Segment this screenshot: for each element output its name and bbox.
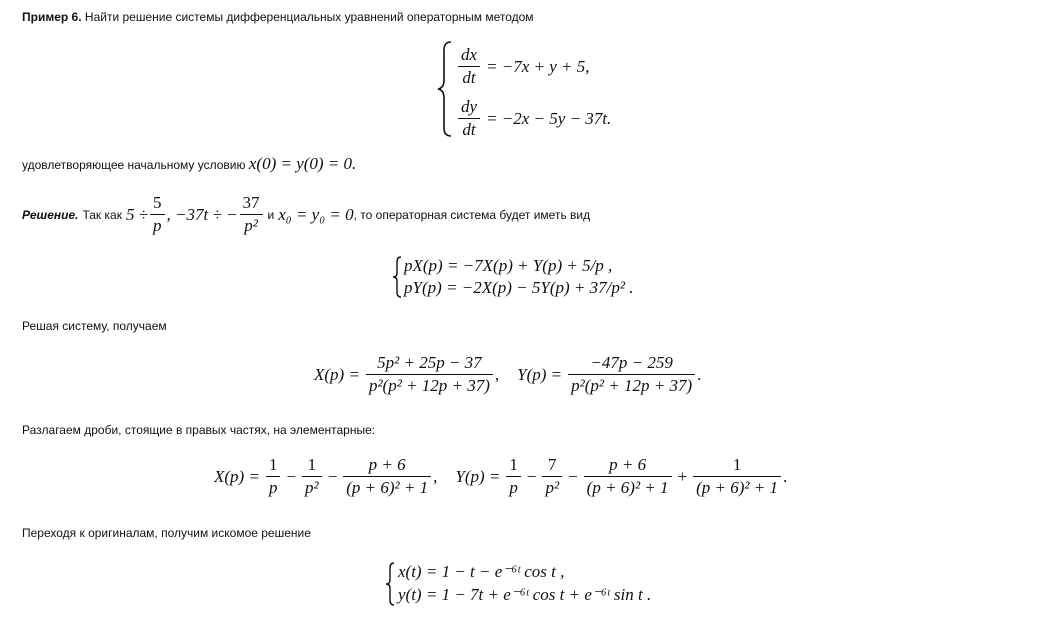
fraction-numerator: 5: [150, 192, 165, 215]
fraction-denominator: p²: [305, 478, 319, 497]
example-statement: [22, 9, 534, 25]
fraction-numerator: 1: [302, 454, 322, 477]
fraction-denominator: (p + 6)² + 1: [586, 478, 669, 497]
fraction-numerator: dy: [458, 96, 480, 119]
operator-line-2: pY(p) = −2X(p) − 5Y(p) + 37/p² .: [404, 278, 634, 297]
end-period: .: [697, 364, 702, 384]
fraction-numerator: 1: [693, 454, 781, 477]
solution-label: Решение.: [22, 207, 79, 222]
five-over-p-fraction: [150, 192, 165, 237]
solution-text-1: Так как: [82, 207, 122, 222]
solution-math-3: x₀ = y₀ = 0: [278, 204, 354, 224]
minus-sign: −: [526, 466, 537, 486]
originals-text: Переходя к оригиналам, получим искомое решение: [22, 526, 311, 540]
fraction-numerator: 5p² + 25p − 37: [366, 352, 493, 375]
decompose-text: Разлагаем дроби, стоящие в правых частях, на элементарные:: [22, 423, 376, 437]
example-text: Найти решение системы дифференциальных уравнений операторным методом: [84, 10, 534, 24]
plus-sign: +: [677, 466, 688, 486]
x-term-3: [343, 454, 431, 499]
dx-dt-fraction: [458, 44, 480, 89]
minus-sign: −: [327, 466, 338, 486]
fraction-denominator: p: [153, 216, 162, 235]
separator: ,: [494, 364, 500, 384]
eq2-rhs: = −2x − 5y − 37t.: [486, 108, 612, 128]
fraction-numerator: 37: [240, 192, 263, 215]
y-term-4: [693, 454, 781, 499]
y-lhs: Y(p) =: [517, 364, 563, 384]
solution-math-1: 5 ÷: [125, 204, 149, 224]
fraction-numerator: dx: [458, 44, 480, 67]
fraction-denominator: p²: [244, 216, 258, 235]
separator: ,: [433, 466, 438, 486]
fraction-denominator: p: [509, 478, 518, 497]
y-term-2: [542, 454, 562, 499]
system1-eq1: [456, 44, 590, 89]
end-period: .: [783, 466, 788, 486]
fraction-numerator: 1: [506, 454, 521, 477]
final-line-1: x(t) = 1 − t − e⁻⁶ᵗ cos t ,: [398, 562, 565, 581]
dy-dt-fraction: [458, 96, 480, 141]
final-line-2: y(t) = 1 − 7t + e⁻⁶ᵗ cos t + e⁻⁶ᵗ sin t .: [398, 585, 652, 604]
y-fraction: [568, 352, 695, 397]
fraction-numerator: p + 6: [584, 454, 672, 477]
system1-eq2: [456, 96, 611, 141]
y-lhs: Y(p) =: [455, 466, 501, 486]
operator-system-brace: [391, 255, 403, 303]
operator-line-1: pX(p) = −7X(p) + Y(p) + 5/p ,: [404, 256, 613, 275]
thirtyseven-over-p2-fraction: [240, 192, 263, 237]
x-lhs: X(p) =: [214, 466, 260, 486]
x-term-1: [266, 454, 281, 499]
initial-math: x(0) = y(0) = 0.: [248, 154, 357, 173]
fraction-denominator: p²(p² + 12p + 37): [571, 376, 693, 395]
solving-text: Решая систему, получаем: [22, 319, 167, 333]
x-term-2: [302, 454, 322, 499]
solution-text-3: , то операторная система будет иметь вид: [353, 207, 591, 222]
minus-sign: −: [568, 466, 578, 486]
fraction-denominator: (p + 6)² + 1: [346, 478, 429, 497]
solution-math-2: , −37t ÷ −: [166, 204, 238, 224]
fraction-denominator: (p + 6)² + 1: [696, 478, 778, 497]
system1-brace: [436, 40, 454, 142]
x-fraction: [366, 352, 493, 397]
fraction-denominator: p²(p² + 12p + 37): [368, 376, 490, 395]
x-lhs: X(p) =: [314, 364, 360, 384]
solution-text-2: и: [267, 207, 275, 222]
initial-text: удовлетворяющее начальному условию: [22, 158, 246, 172]
fraction-denominator: dt: [462, 68, 476, 87]
fraction-numerator: p + 6: [343, 454, 431, 477]
y-term-3: [584, 454, 672, 499]
initial-condition: [22, 156, 356, 173]
xy-solution: [314, 352, 701, 397]
fraction-numerator: −47p − 259: [568, 352, 695, 375]
fraction-denominator: p²: [545, 478, 560, 497]
final-system-brace: [384, 561, 396, 611]
fraction-denominator: dt: [462, 120, 476, 139]
minus-sign: −: [286, 466, 297, 486]
fraction-numerator: 1: [266, 454, 281, 477]
y-term-1: [506, 454, 521, 499]
fraction-numerator: 7: [542, 454, 562, 477]
solution-intro: [22, 192, 590, 237]
example-label: Пример 6.: [22, 10, 82, 24]
fraction-denominator: p: [268, 478, 278, 497]
partial-fractions: [214, 454, 787, 499]
eq1-rhs: = −7x + y + 5,: [486, 56, 590, 76]
